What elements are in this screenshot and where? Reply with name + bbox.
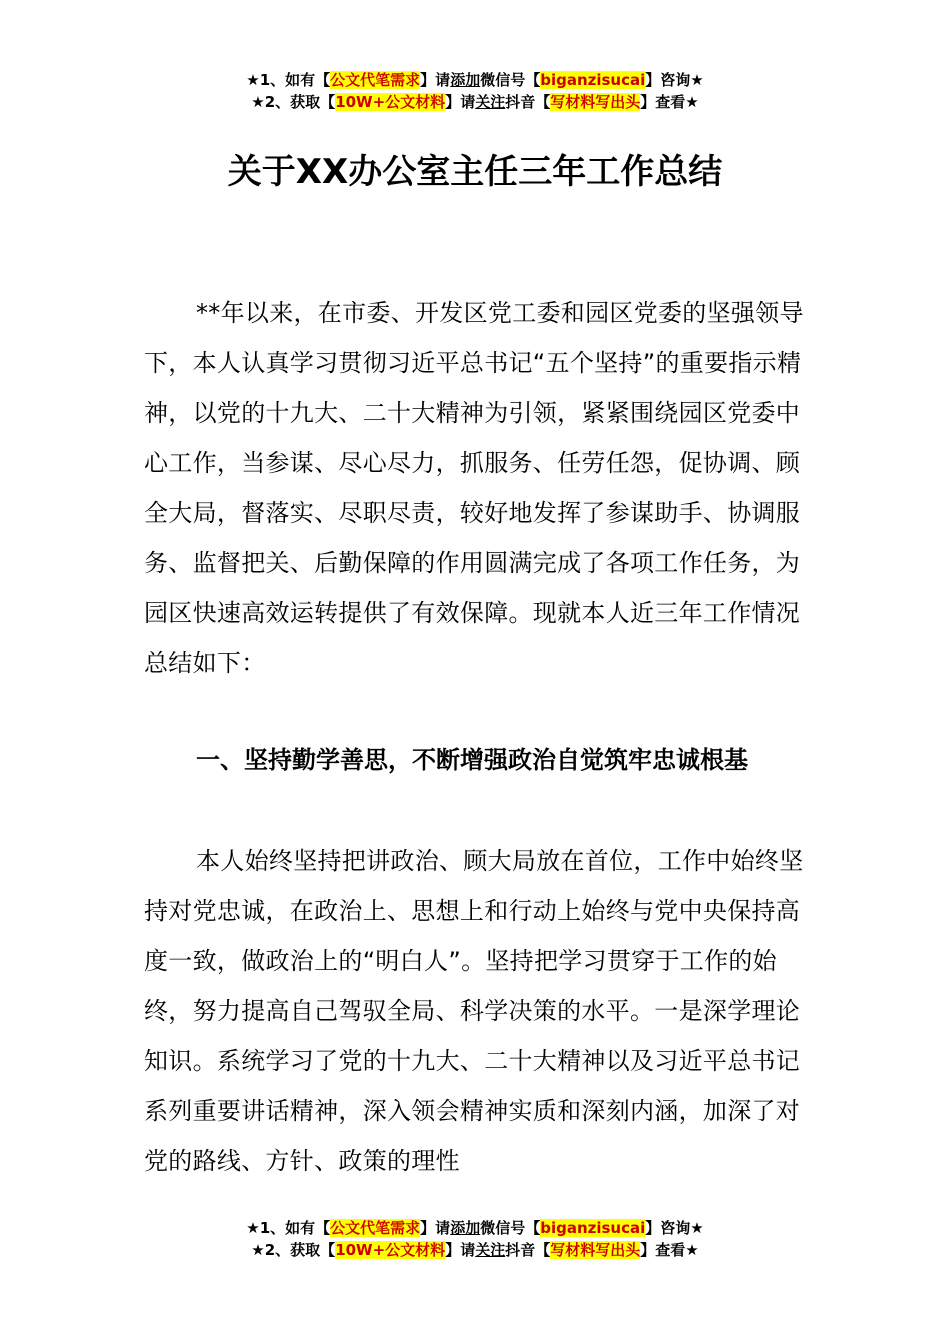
promo-footer-line-2-prefix: ★2、获取【 [251,1241,336,1259]
promo-footer-line-1-prefix: ★1、如有【 [246,1219,331,1237]
promo-footer-line-1-mid1: 】请 [420,1219,451,1237]
promo-line-2-suffix: 】查看★ [640,93,699,111]
promo-line-2-prefix: ★2、获取【 [251,93,336,111]
promo-line-1-prefix: ★1、如有【 [246,71,331,89]
paragraph-2-text: 本人始终坚持把讲政治、顾大局放在首位，工作中始终坚持对党忠诚，在政治上、思想上和行动上始终与党中央保持高度一致，做政治上的“明白人”。坚持把学习贯穿于工作的始终，努力提高自己驾驭全局、科学决策的水平。一是深学理论知识。系统学习了党的十九大、二十大精神以及习近平总书记系列重要讲话精神，深入领会精神实质和深刻内涵，加深了对党的路线、方针、政策的理性 [144,847,804,1175]
promo-tag-materials: 10W+公文材料 [335,93,446,111]
promo-footer-tag-wechat-id: biganzisucai [540,1219,646,1237]
promo-footer-line-2-mid1: 】请 [445,1241,476,1259]
promo-footer-line-2 [0,1239,950,1261]
promo-line-1 [0,69,950,91]
promo-tag-wechat-id: biganzisucai [540,71,646,89]
promo-line-2-mid1: 】请 [445,93,476,111]
promo-line-1-mid2: 微信号【 [480,71,541,89]
promo-footer-line-1 [0,1217,950,1239]
promo-tag-ghostwriting: 公文代笔需求 [330,71,421,89]
promo-line-2-mid2: 抖音【 [505,93,551,111]
promo-tag-douyin: 写材料写出头 [550,93,641,111]
promo-footer-tag-materials: 10W+公文材料 [335,1241,446,1259]
promo-footer-tag-ghostwriting: 公文代笔需求 [330,1219,421,1237]
promo-line-2 [0,91,950,113]
body-paragraph-2 [144,836,806,1186]
promo-footer-tag-douyin: 写材料写出头 [550,1241,641,1259]
promo-header [0,69,950,113]
promo-line-1-suffix: 】咨询★ [645,71,704,89]
document-title: 关于XX办公室主任三年工作总结 [227,152,723,192]
promo-footer-line-1-mid2: 微信号【 [480,1219,541,1237]
promo-footer [0,1217,950,1261]
promo-footer-emph-add: 添加 [450,1219,481,1237]
promo-emph-add: 添加 [450,71,481,89]
promo-footer-line-2-mid2: 抖音【 [505,1241,551,1259]
section-heading-1: 一、坚持勤学善思，不断增强政治自觉筑牢忠诚根基 [196,746,748,774]
promo-footer-line-1-suffix: 】咨询★ [645,1219,704,1237]
paragraph-1-text: **年以来，在市委、开发区党工委和园区党委的坚强领导下，本人认真学习贯彻习近平总书记“五个坚持”的重要指示精神，以党的十九大、二十大精神为引领，紧紧围绕园区党委中心工作，当参谋、尽心尽力，抓服务、任劳任怨，促协调、顾全大局，督落实、尽职尽责，较好地发挥了参谋助手、协调服务、监督把关、后勤保障的作用圆满完成了各项工作任务，为园区快速高效运转提供了有效保障。现就本人近三年工作情况总结如下： [144,299,804,677]
promo-footer-emph-follow: 关注 [475,1241,506,1259]
promo-footer-line-2-suffix: 】查看★ [640,1241,699,1259]
promo-line-1-mid1: 】请 [420,71,451,89]
body-paragraph-1 [144,288,806,688]
promo-emph-follow: 关注 [475,93,506,111]
